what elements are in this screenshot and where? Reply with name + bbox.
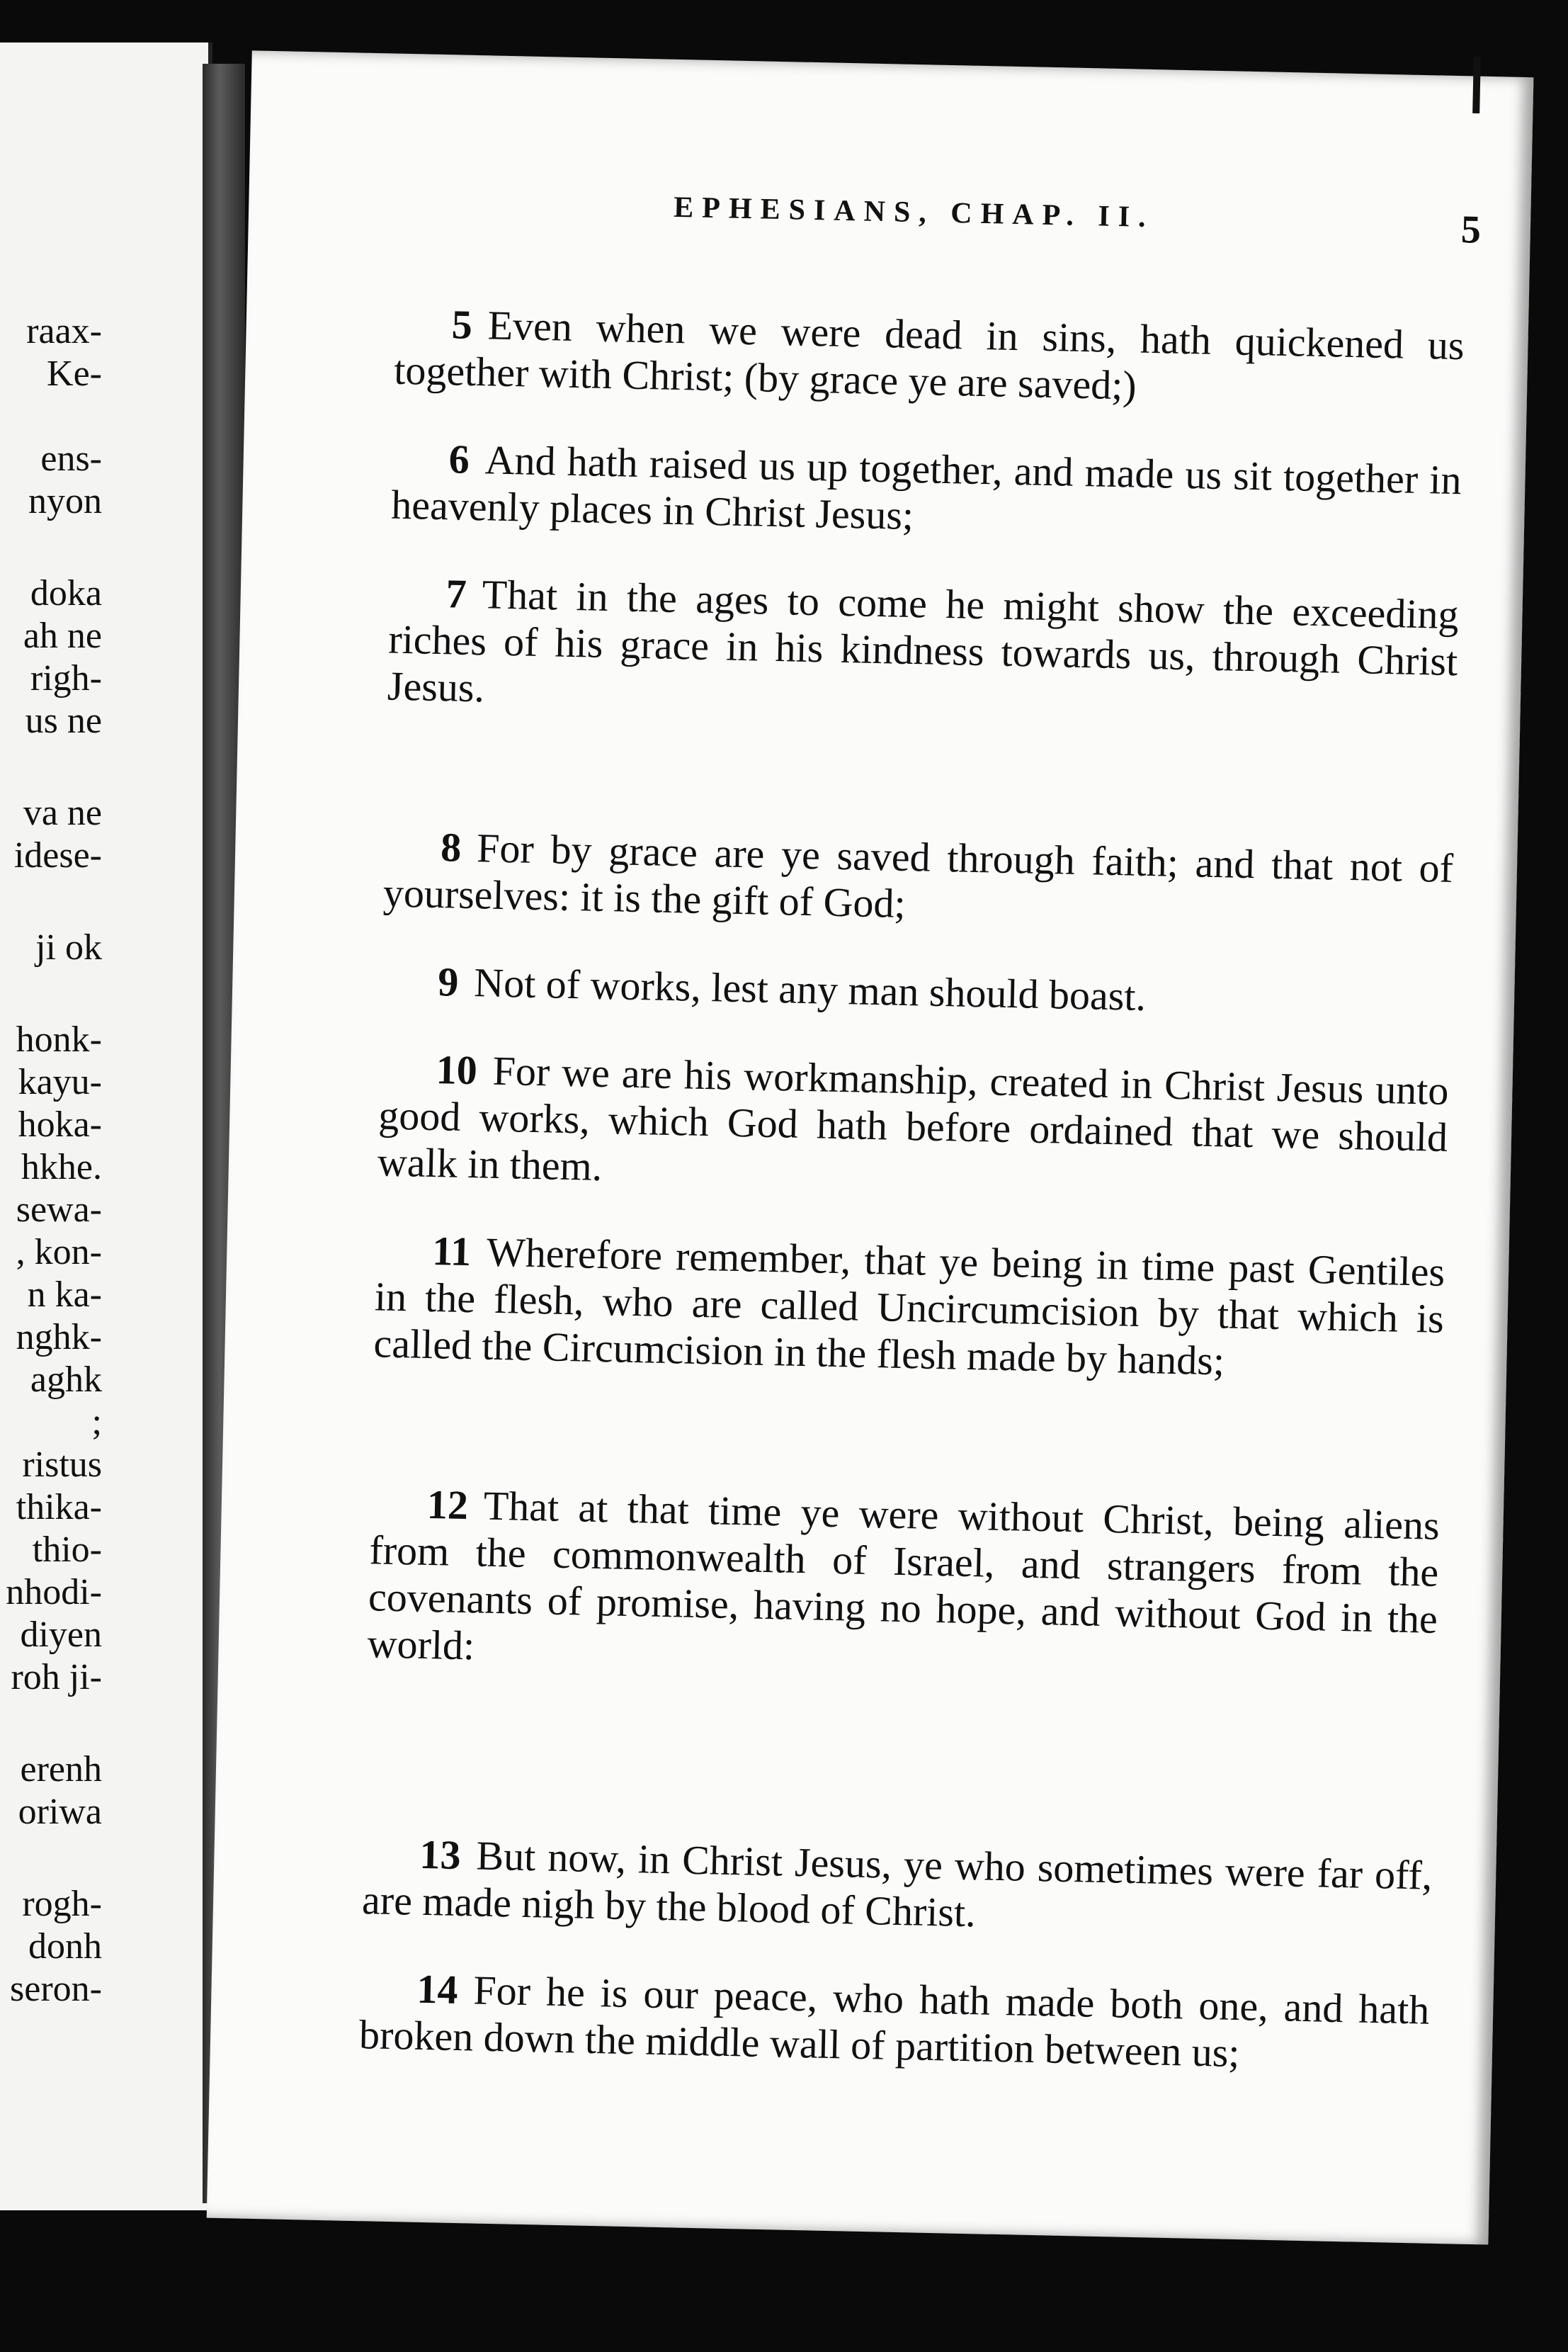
left-page-line: righ-: [30, 658, 102, 699]
left-page-line: erenh: [20, 1749, 102, 1790]
left-page-line: sewa-: [16, 1189, 102, 1230]
left-page-line: honk-: [16, 1019, 102, 1060]
left-page-line: doka: [30, 573, 102, 614]
left-page-line: rogh-: [22, 1884, 102, 1924]
verse: [391, 435, 1462, 551]
left-page-line: diyen: [20, 1615, 102, 1655]
verse-number: 13: [419, 1831, 462, 1879]
verse-text: But now, in Christ Jesus, ye who sometimes were far off, are made nigh by the blood of Christ.: [361, 1832, 1433, 1936]
right-page: [207, 50, 1534, 2244]
verse-number: 5: [451, 301, 473, 348]
verse-text: That in the ages to come he might show the exceeding riches of his grace in his kindness towards us, through Christ Jesus.: [387, 571, 1460, 711]
verse: [359, 1964, 1430, 2081]
page-number: 5: [1460, 208, 1482, 252]
left-page-line: us ne: [25, 701, 102, 741]
verse: [394, 300, 1465, 417]
left-facing-page: [0, 43, 212, 2210]
left-page-line: nhodi-: [6, 1572, 102, 1612]
left-page-line: ;: [91, 1402, 102, 1442]
left-page-line: thika-: [16, 1487, 102, 1527]
left-page-line: nyon: [28, 481, 102, 521]
verse-number: 11: [431, 1228, 472, 1275]
verse-number: 6: [448, 436, 470, 482]
verse-text: For we are his workmanship, created in Christ Jesus unto good works, which God hath before ordained that we should walk in them.: [377, 1047, 1450, 1190]
verse-number: 10: [436, 1046, 478, 1094]
verse: [382, 822, 1453, 939]
left-page-line: n ka-: [27, 1274, 102, 1315]
verse-text: That at that time ye were without Christ, being aliens from the commonwealth of Israel, and strangers from the covenants of promise, having no hope, and without God in the world:: [367, 1482, 1441, 1669]
verse-text: For he is our peace, who hath made both one, and hath broken down the middle wall of partition between us;: [358, 1967, 1430, 2076]
left-page-line: kayu-: [18, 1062, 102, 1102]
verse-text: Even when we were dead in sins, hath quickened us together with Christ; (by grace ye are saved;): [393, 302, 1465, 409]
verse-number: 12: [426, 1481, 469, 1529]
running-head: [673, 191, 1481, 253]
verse-number: 8: [440, 824, 462, 871]
verse-number: 7: [445, 570, 467, 617]
verse: [377, 1045, 1449, 1208]
left-page-line: ens-: [40, 439, 102, 479]
left-page-line: , kon-: [16, 1232, 102, 1272]
left-page-line: ristus: [22, 1444, 102, 1485]
verse-text: Wherefore remember, that ye being in time past Gentiles in the flesh, who are called Uncircumcision by that which is called the Circumcision in the flesh made by hands;: [373, 1228, 1445, 1384]
verse-number: 9: [437, 959, 460, 1005]
left-page-line: hoka-: [18, 1104, 102, 1145]
left-page-line: idese-: [13, 835, 102, 876]
left-page-line: donh: [28, 1926, 102, 1967]
verse: [387, 570, 1459, 733]
left-page-line: roh ji-: [11, 1657, 102, 1697]
left-page-line: ji ok: [35, 927, 102, 968]
verse: [361, 1830, 1432, 1946]
left-page-line: seron-: [10, 1969, 102, 2009]
left-page-line: aghk: [30, 1359, 102, 1400]
left-page-line: Ke-: [47, 354, 102, 394]
left-page-line: va ne: [23, 793, 102, 833]
page-edge-mark: [1472, 57, 1481, 113]
left-page-line: thio-: [32, 1530, 102, 1570]
verse: [373, 1226, 1445, 1389]
verse: [381, 957, 1451, 1027]
left-page-line: hkhe.: [21, 1147, 102, 1187]
verse-text: For by grace are ye saved through faith; and that not of yourselves: it is the gift of God;: [382, 825, 1454, 927]
left-page-line: ah ne: [23, 616, 102, 656]
verse-number: 14: [416, 1965, 459, 2013]
verse: [367, 1480, 1440, 1690]
running-head-title: EPHESIANS, CHAP. II.: [673, 191, 1155, 234]
left-page-line: nghk-: [16, 1317, 102, 1357]
verse-text: Not of works, lest any man should boast.: [473, 959, 1147, 1020]
verse-text: And hath raised us up together, and made us sit together in heavenly places in Christ Jesus;: [390, 436, 1462, 539]
left-page-line: oriwa: [18, 1792, 102, 1832]
verse-list: [358, 259, 1465, 2122]
left-page-line: raax-: [26, 311, 102, 351]
